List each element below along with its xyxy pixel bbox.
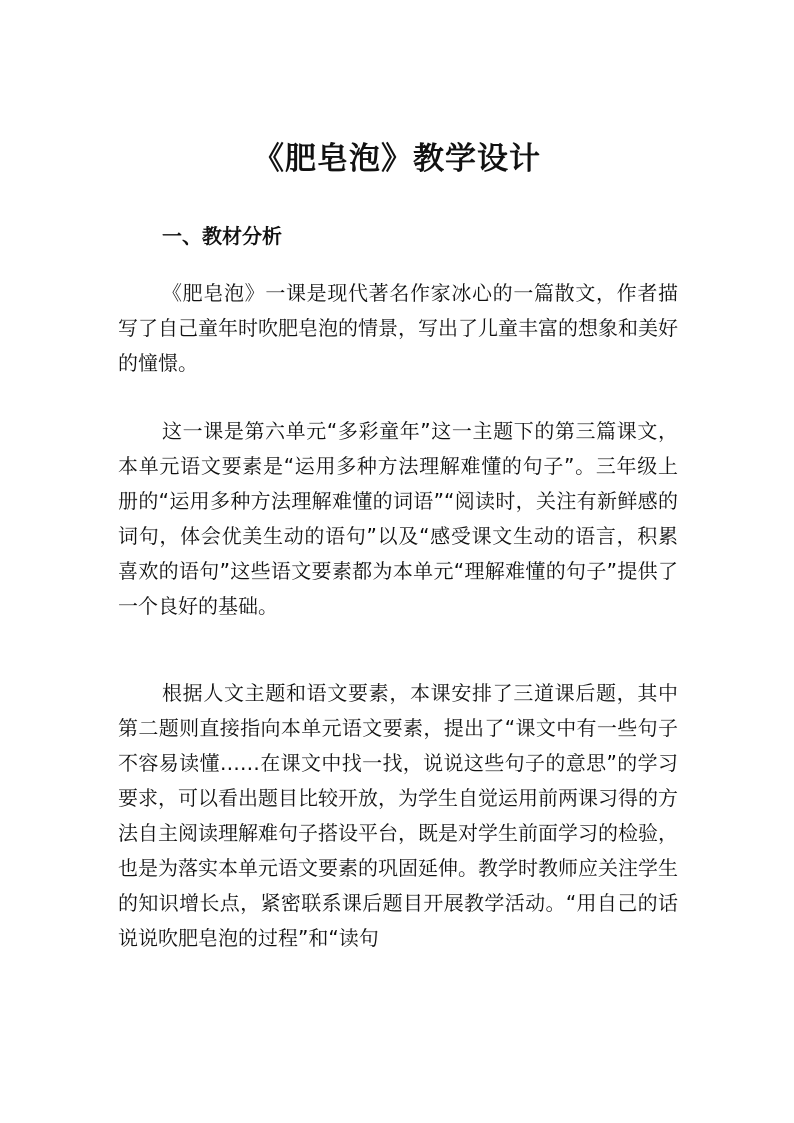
section-heading: 一、教材分析 xyxy=(162,224,282,248)
document-title: 《肥皂泡》教学设计 xyxy=(253,141,541,177)
paragraph-2: 这一课是第六单元“多彩童年”这一主题下的第三篇课文，本单元语文要素是“运用多种方法理解难懂的句子”。三年级上册的“运用多种方法理解难懂的词语”“阅读时，关注有新鲜感的词句，体会优美生动的语句”以及“感受课文生动的语言，积累喜欢的语句”这些语文要素都为本单元“理解难懂的句子”提供了一个良好的基础。 xyxy=(118,419,678,618)
paragraph-3: 根据人文主题和语文要素，本课安排了三道课后题，其中第二题则直接指向本单元语文要素，提出了“课文中有一些句子不容易读懂……在课文中找一找，说说这些句子的意思”的学习要求，可以看出题目比较开放，为学生自觉运用前两课习得的方法自主阅读理解难句子搭设平台，既是对学生前面学习的检验，也是为落实本单元语文要素的巩固延伸。教学时教师应关注学生的知识增长点，紧密联系课后题目开展教学活动。“用自己的话说说吹肥皂泡的过程”和“读句 xyxy=(118,681,678,950)
paragraph-1: 《肥皂泡》一课是现代著名作家冰心的一篇散文，作者描写了自己童年时吹肥皂泡的情景，写出了儿童丰富的想象和美好的憧憬。 xyxy=(118,281,678,375)
